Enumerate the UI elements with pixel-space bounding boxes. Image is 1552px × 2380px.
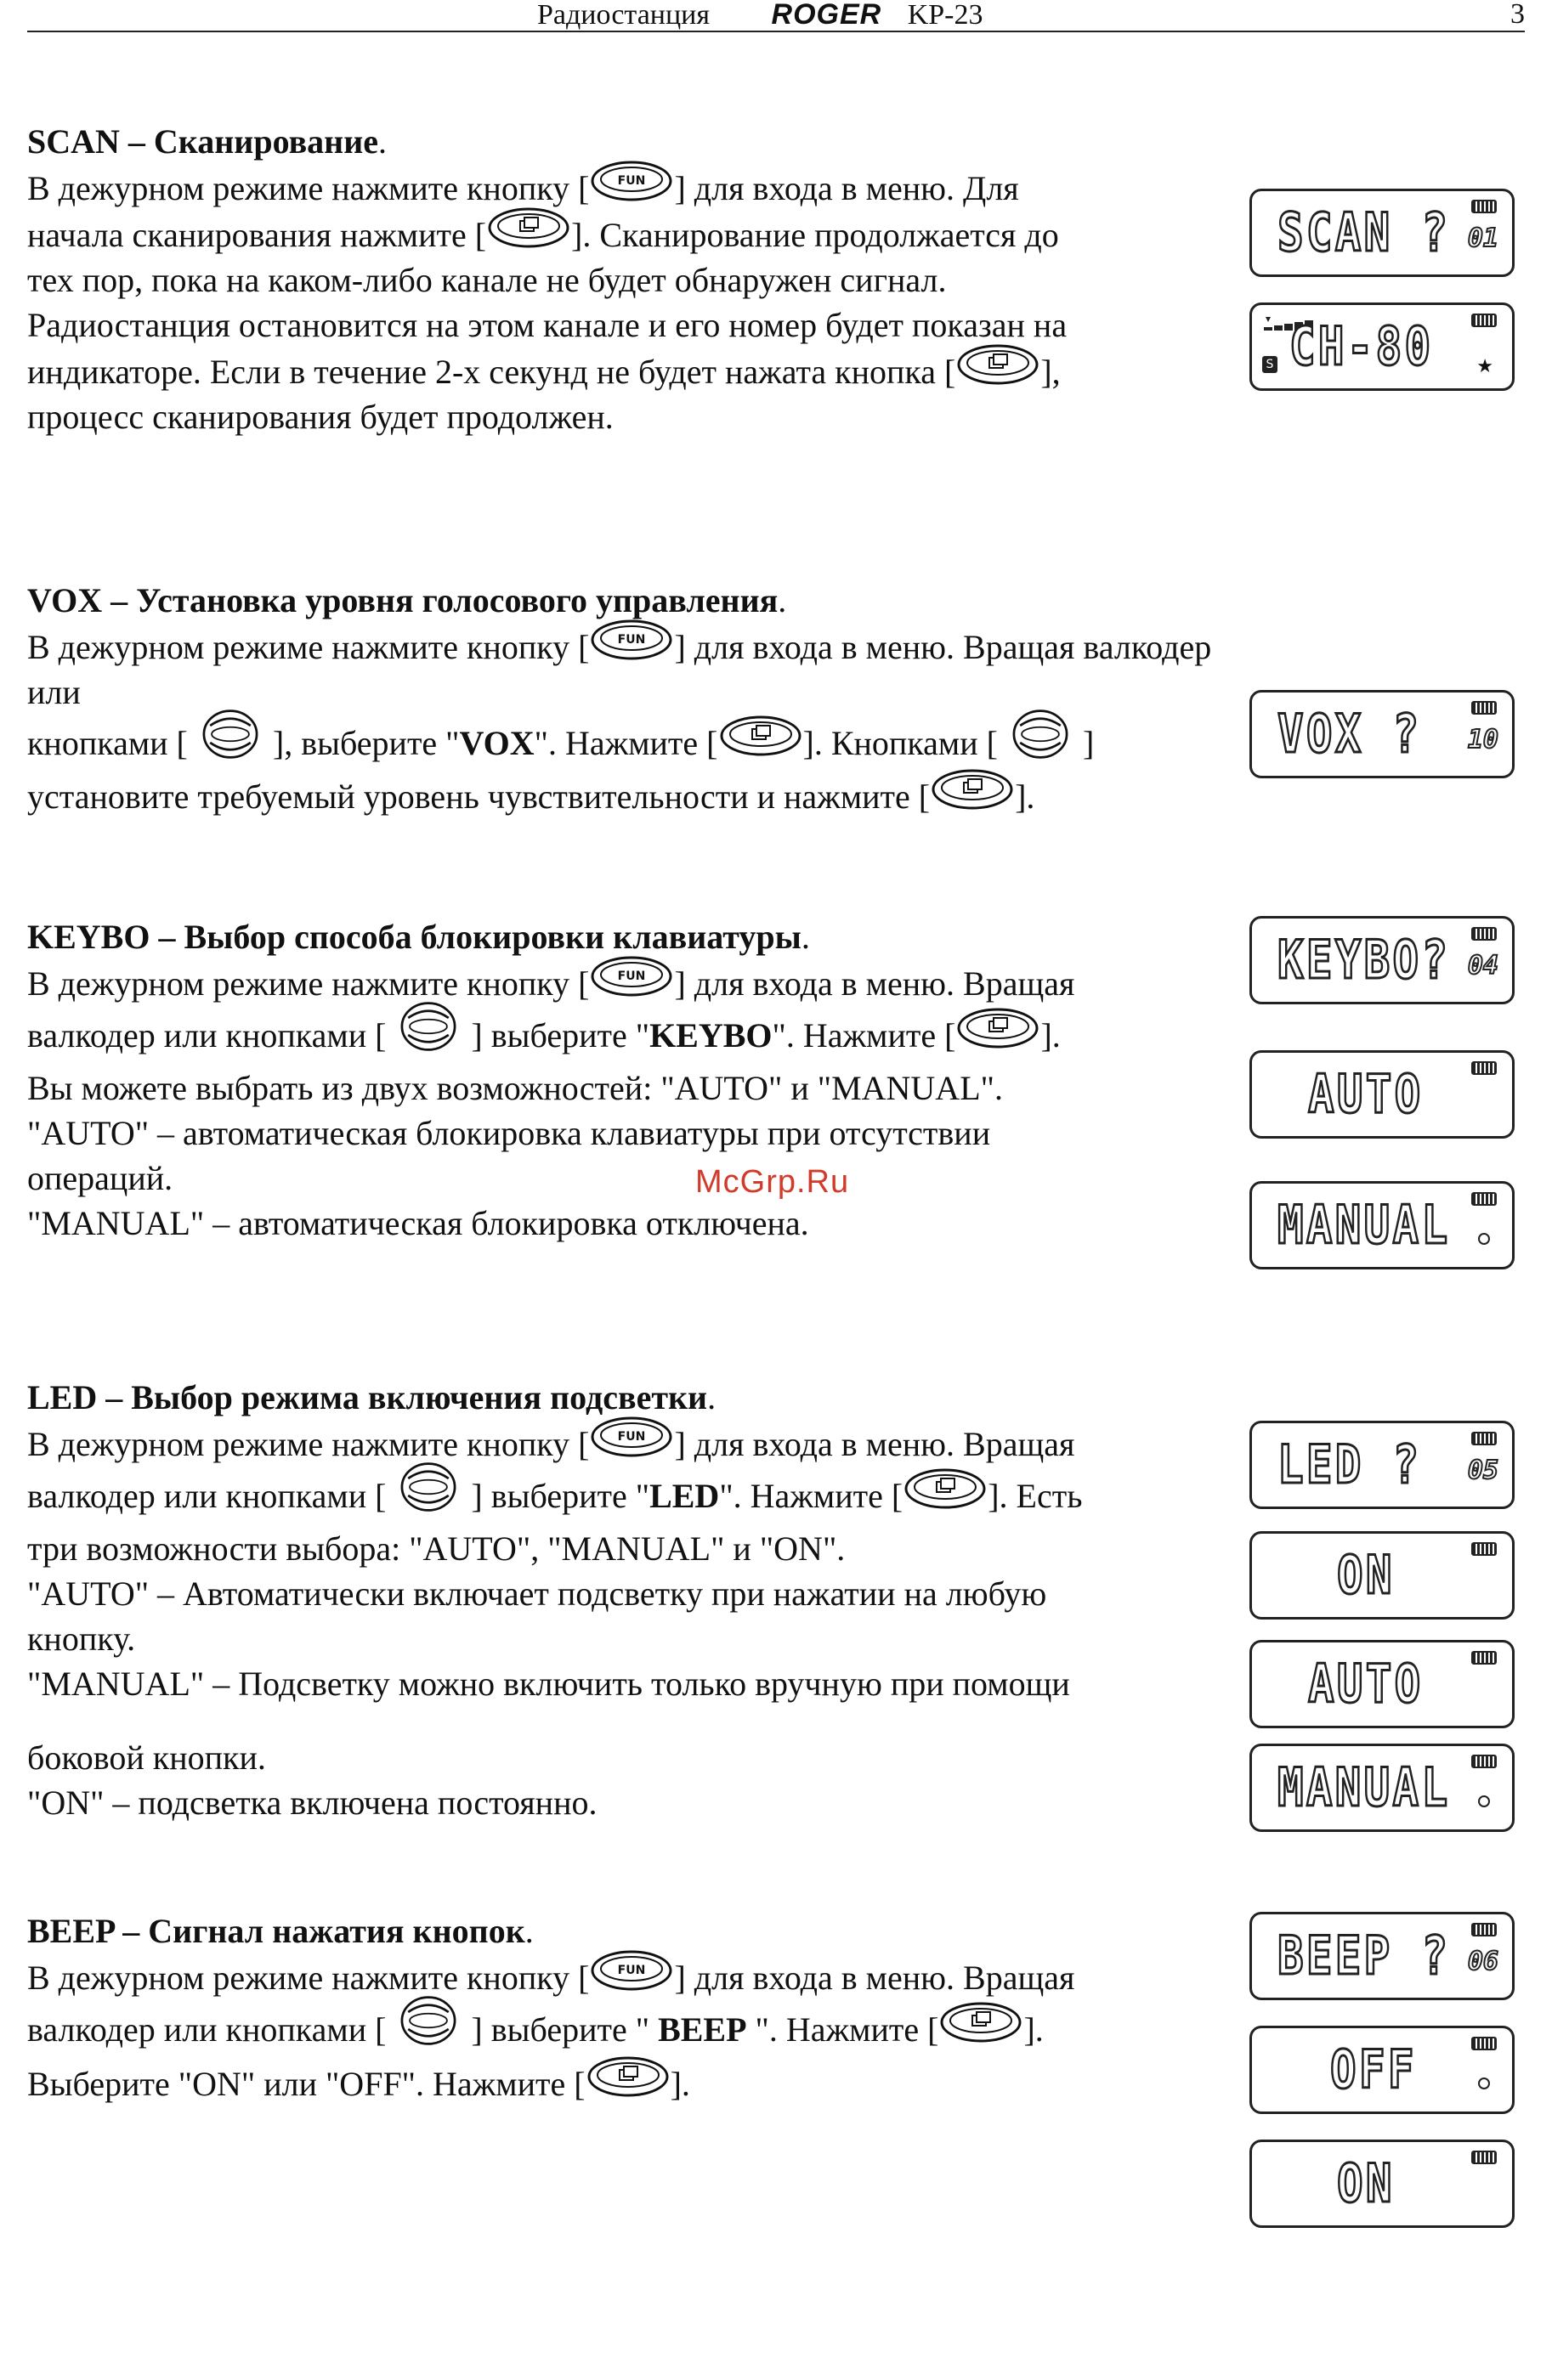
paragraph-line: "MANUAL" – автоматическая блокировка отключена. [27,1204,809,1242]
battery-icon [1471,2037,1497,2050]
lcd-menu-number: 04 [1467,951,1498,981]
lcd-display-keybo [1249,916,1515,1004]
header-model: KP-23 [907,0,983,31]
battery-icon [1471,1755,1497,1768]
lcd-text: KEYBO? [1277,929,1451,991]
section-heading: SCAN – Сканирование. [27,122,388,161]
section-heading: BEEP – Сигнал нажатия кнопок. [27,1912,534,1950]
paragraph-line: Выберите "ON" или "OFF". Нажмите [ ]. [27,2060,1217,2106]
paragraph-line: кнопку. [27,1620,136,1658]
paragraph-line: операций. [27,1159,173,1197]
paragraph-line: "AUTO" – Автоматически включает подсветку при нажатии на любую [27,1574,1047,1613]
paragraph-line: процесс сканирования будет продолжен. [27,398,614,436]
header-title [537,0,983,30]
enter-button-icon [955,1011,1040,1050]
lcd-display-scan [1249,189,1515,277]
battery-icon [1471,1542,1497,1556]
lcd-display-vox [1249,690,1515,778]
paragraph-line: начала сканирования нажмите [ ]. Сканирование продолжается до [27,211,1217,257]
enter-button-icon [930,772,1015,811]
lock-indicator-icon [1478,1233,1490,1245]
fun-button-icon [589,623,674,662]
lcd-display-on [1249,2140,1515,2228]
battery-icon [1471,1432,1497,1445]
fun-button-icon [589,1420,674,1459]
section-heading: LED – Выбор режима включения подсветки. [27,1378,717,1416]
enter-button-icon [903,1472,988,1511]
lock-indicator-icon [1478,1795,1490,1807]
paragraph-line: валкодер или кнопками [ ] выберите "KEYBO". Нажмите [ ]. [27,1006,1217,1066]
paragraph-line: Радиостанция остановится на этом канале и его номер будет показан на [27,306,1068,344]
paragraph-line: В дежурном режиме нажмите кнопку [ ] для входа в меню. Вращая [27,959,1217,1006]
lcd-text: BEEP ? [1277,1925,1451,1987]
paragraph-line: кнопками [ ], выберите "VOX". Нажмите [ ]. Кнопками [ ] [27,715,1217,772]
lcd-text: SCAN ? [1277,201,1451,263]
paragraph-line: Вы можете выбрать из двух возможностей: "AUTO" и "MANUAL". [27,1069,1003,1107]
lcd-text: AUTO [1308,1063,1424,1125]
lcd-text: MANUAL [1277,1756,1451,1818]
battery-icon [1471,314,1497,327]
up-down-button-icon [188,719,273,758]
lcd-display-auto [1249,1640,1515,1728]
paragraph-line: "AUTO" – автоматическая блокировка клавиатуры при отсутствии [27,1114,991,1152]
battery-icon [1471,1651,1497,1665]
paragraph-line: В дежурном режиме нажмите кнопку [ ] для входа в меню. Для [27,164,1217,211]
section-scan [27,119,1217,439]
lcd-text: ON [1337,2152,1395,2214]
paragraph-line: установите требуемый уровень чувствительности и нажмите [ ]. [27,772,1217,819]
lcd-display-manual [1249,1744,1515,1832]
section-vox [27,578,1217,819]
section-beep [27,1908,1217,2106]
lcd-text: MANUAL [1277,1194,1451,1256]
enter-button-icon [955,348,1040,387]
lcd-text: VOX ? [1277,703,1422,765]
lcd-text: OFF [1330,2038,1417,2100]
paragraph-line: боковой кнопки. [27,1738,266,1777]
enter-button-icon [586,2060,671,2099]
star-icon: ★ [1476,356,1493,377]
up-down-button-icon [386,2005,471,2044]
paragraph-line: валкодер или кнопками [ ] выберите " BEEP ". Нажмите [ ]. [27,2000,1217,2060]
lcd-display-led [1249,1421,1515,1509]
paragraph-line: индикаторе. Если в течение 2-х секунд не будет нажата кнопка [ ], [27,348,1217,394]
lcd-display-on [1249,1531,1515,1620]
page-header [27,0,1525,32]
fun-button-icon [589,959,674,998]
section-keybo [27,914,1217,1246]
lcd-display-channel [1249,302,1515,391]
section-led [27,1375,1217,1825]
lcd-text: CH-80 [1289,315,1434,377]
paragraph-line: тех пор, пока на каком-либо канале не будет обнаружен сигнал. [27,261,947,299]
battery-icon [1471,1192,1497,1206]
battery-icon [1471,701,1497,715]
battery-icon [1471,200,1497,213]
fun-button-icon [589,1953,674,1993]
battery-icon [1471,927,1497,941]
lcd-display-auto [1249,1050,1515,1139]
up-down-button-icon [386,1472,471,1511]
section-heading: VOX – Установка уровня голосового управления. [27,581,787,619]
fun-button-icon [589,164,674,203]
page-number: 3 [1510,0,1525,30]
paragraph-line: валкодер или кнопками [ ] выберите "LED". Нажмите [ ]. Есть [27,1467,1217,1526]
up-down-button-icon [386,1011,471,1050]
lcd-text: ON [1337,1544,1395,1606]
lcd-display-manual [1249,1181,1515,1269]
lcd-menu-number: 01 [1467,223,1498,253]
lcd-display-beep [1249,1912,1515,2000]
section-heading: KEYBO – Выбор способа блокировки клавиатуры. [27,918,810,956]
paragraph-line: три возможности выбора: "AUTO", "MANUAL" и "ON". [27,1529,846,1568]
paragraph-line: "MANUAL" – Подсветку можно включить только вручную при помощи [27,1665,1070,1703]
battery-icon [1471,1923,1497,1936]
lcd-text: AUTO [1308,1653,1424,1715]
scan-badge: S [1262,356,1277,373]
header-title-text: Радиостанция [537,0,711,31]
paragraph-line: В дежурном режиме нажмите кнопку [ ] для входа в меню. Вращая [27,1420,1217,1467]
battery-icon [1471,2151,1497,2164]
enter-button-icon [938,2005,1023,2044]
paragraph-line: "ON" – подсветка включена постоянно. [27,1784,598,1822]
lcd-menu-number: 10 [1467,725,1498,755]
header-brand-logo: ROGER [771,0,882,31]
enter-button-icon [486,211,571,250]
lcd-text: LED ? [1277,1433,1422,1495]
lcd-menu-number: 05 [1467,1456,1498,1485]
battery-icon [1471,1061,1497,1075]
enter-button-icon [718,719,803,758]
up-down-button-icon [998,719,1083,758]
lcd-display-off [1249,2026,1515,2114]
lcd-menu-number: 06 [1467,1947,1498,1976]
watermark: McGrp.Ru [695,1164,850,1200]
paragraph-line: В дежурном режиме нажмите кнопку [ ] для входа в меню. Вращая [27,1953,1217,2000]
lock-indicator-icon [1478,2078,1490,2089]
paragraph-line: В дежурном режиме нажмите кнопку [ ] для входа в меню. Вращая валкодер или [27,623,1217,715]
